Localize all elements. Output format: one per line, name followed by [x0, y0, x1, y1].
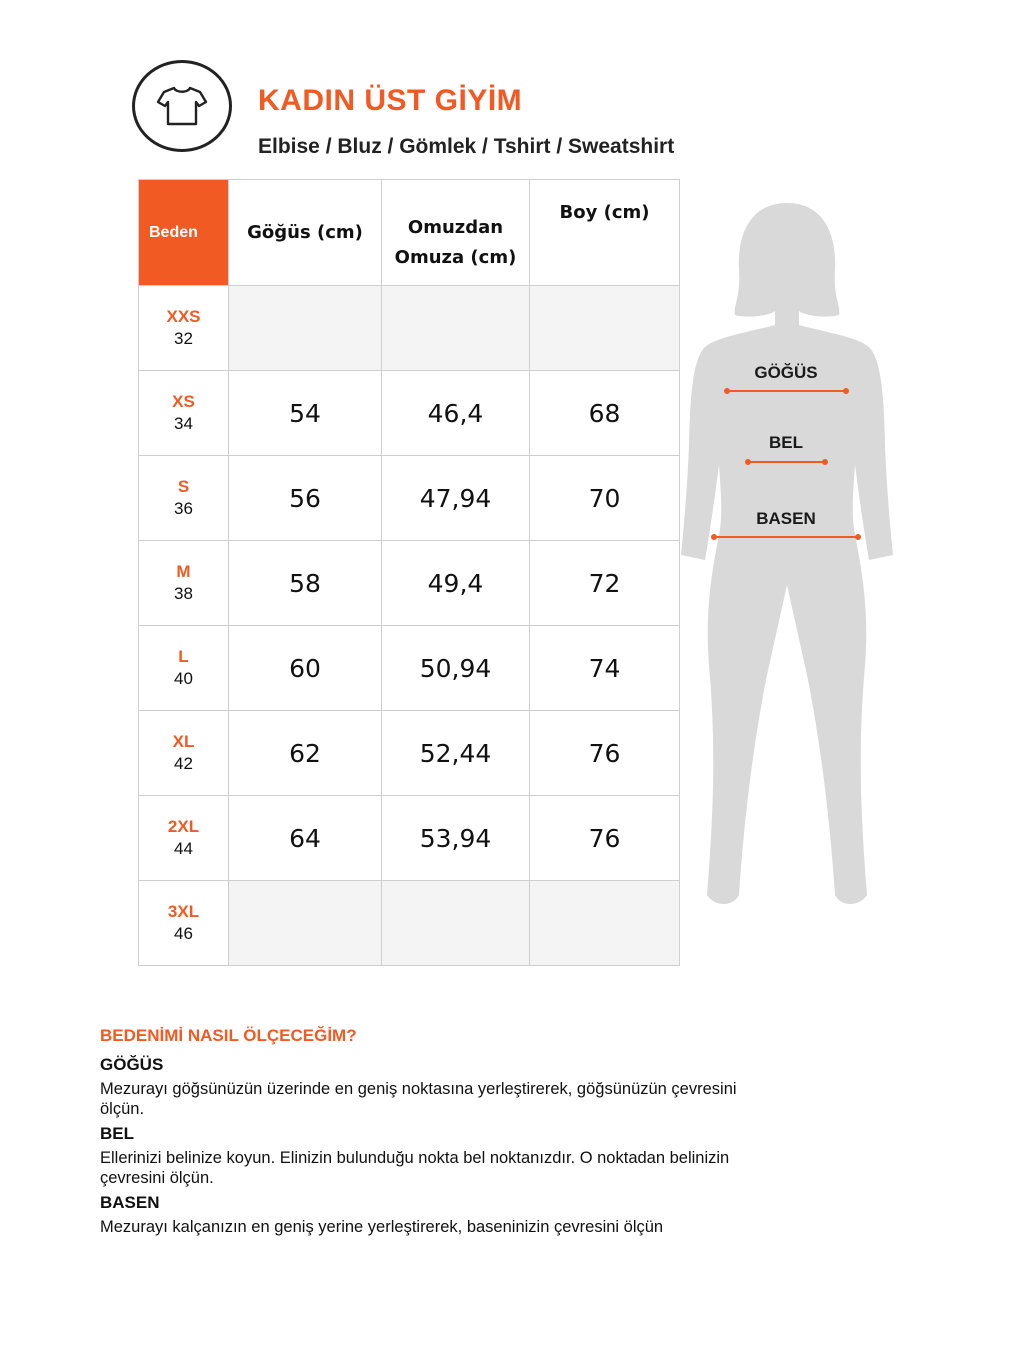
tshirt-icon	[156, 84, 208, 128]
length-value: 74	[530, 626, 680, 711]
size-cell	[139, 881, 229, 966]
size-code: L	[178, 647, 189, 666]
size-code: M	[176, 562, 191, 581]
shoulder-value: 50,94	[382, 626, 530, 711]
header-size: Beden	[139, 180, 229, 286]
table-row	[139, 626, 680, 711]
chest-value: 58	[229, 541, 382, 626]
size-code: 3XL	[167, 902, 200, 921]
waist-heading: BEL	[100, 1124, 134, 1143]
size-code: 2XL	[167, 817, 200, 836]
size-cell	[139, 286, 229, 371]
hip-measure-label: BASEN	[756, 509, 816, 528]
length-value	[530, 881, 680, 966]
length-value: 70	[530, 456, 680, 541]
header-shoulder	[382, 180, 530, 286]
length-value	[530, 286, 680, 371]
size-cell	[139, 456, 229, 541]
header-shoulder-line1: Omuzdan	[407, 216, 504, 238]
chest-value: 62	[229, 711, 382, 796]
header-length	[530, 180, 680, 286]
chest-heading: GÖĞÜS	[100, 1055, 164, 1074]
chest-measure-line	[727, 390, 846, 392]
size-cell	[139, 796, 229, 881]
shoulder-value: 52,44	[382, 711, 530, 796]
chest-text: Mezurayı göğsünüzün üzerinde en geniş noktasına yerleştirerek, göğsünüzün çevresini ölçün.	[100, 1080, 737, 1118]
waist-instructions	[100, 1124, 750, 1188]
size-number: 34	[174, 414, 193, 433]
size-code: XL	[172, 732, 195, 751]
chest-value: 60	[229, 626, 382, 711]
page-subtitle: Elbise / Bluz / Gömlek / Tshirt / Sweatshirt	[258, 135, 675, 158]
header-chest-label: Göğüs (cm)	[247, 221, 363, 243]
size-code: XXS	[166, 307, 201, 326]
shoulder-value: 49,4	[382, 541, 530, 626]
chest-value	[229, 286, 382, 371]
shoulder-value: 46,4	[382, 371, 530, 456]
table-row	[139, 286, 680, 371]
table-row	[139, 881, 680, 966]
length-value: 76	[530, 711, 680, 796]
size-number: 46	[174, 924, 193, 943]
size-code: XS	[172, 392, 195, 411]
shoulder-value	[382, 286, 530, 371]
size-number: 38	[174, 584, 193, 603]
header-length-label: Boy (cm)	[559, 202, 650, 223]
length-value: 68	[530, 371, 680, 456]
size-cell	[139, 541, 229, 626]
chest-instructions	[100, 1055, 750, 1119]
tshirt-icon-circle	[132, 60, 232, 152]
page-title: KADIN ÜST GİYİM	[258, 84, 523, 117]
header-chest	[229, 180, 382, 286]
size-number: 42	[174, 754, 193, 773]
size-number: 40	[174, 669, 193, 688]
body-silhouette	[675, 195, 900, 920]
shoulder-value: 47,94	[382, 456, 530, 541]
hip-text: Mezurayı kalçanızın en geniş yerine yerleştirerek, baseninizin çevresini ölçün	[100, 1218, 664, 1236]
waist-text: Ellerinizi belinize koyun. Elinizin bulunduğu nokta bel noktanızdır. O noktadan belinizin çevresini ölçün.	[100, 1149, 730, 1187]
chest-value: 54	[229, 371, 382, 456]
table-header-row	[139, 180, 680, 286]
size-code: S	[177, 477, 190, 496]
header-shoulder-line2: Omuza (cm)	[394, 246, 517, 268]
length-value: 72	[530, 541, 680, 626]
waist-measure-line	[748, 461, 825, 463]
chest-value: 56	[229, 456, 382, 541]
size-number: 44	[174, 839, 193, 858]
length-value: 76	[530, 796, 680, 881]
size-number: 32	[174, 329, 193, 348]
waist-measure-label: BEL	[769, 433, 803, 452]
table-row	[139, 456, 680, 541]
shoulder-value	[382, 881, 530, 966]
shoulder-value: 53,94	[382, 796, 530, 881]
size-chart-table	[138, 179, 680, 966]
size-cell	[139, 371, 229, 456]
table-row	[139, 711, 680, 796]
hip-heading: BASEN	[100, 1193, 160, 1212]
table-row	[139, 796, 680, 881]
size-cell	[139, 711, 229, 796]
table-row	[139, 371, 680, 456]
hip-measure-line	[714, 536, 858, 538]
chest-value	[229, 881, 382, 966]
size-number: 36	[174, 499, 193, 518]
hip-instructions	[100, 1193, 750, 1237]
chest-value: 64	[229, 796, 382, 881]
table-row	[139, 541, 680, 626]
chest-measure-label: GÖĞÜS	[754, 363, 818, 382]
size-cell	[139, 626, 229, 711]
how-to-measure-title: BEDENİMİ NASIL ÖLÇECEĞİM?	[100, 1026, 357, 1045]
